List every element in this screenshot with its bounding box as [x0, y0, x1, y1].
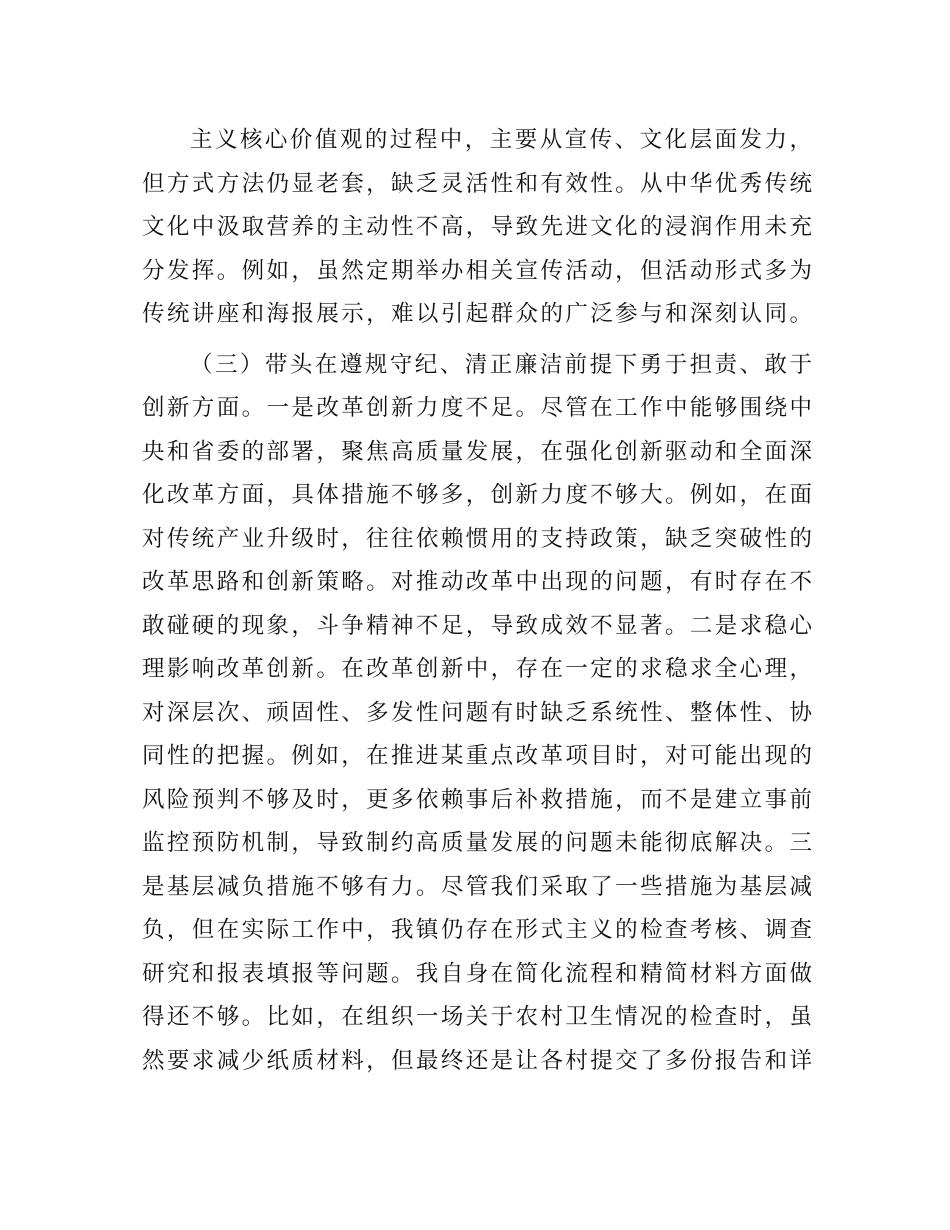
- text-line: 对深层次、顽固性、多发性问题有时缺乏系统性、整体性、协: [142, 699, 812, 726]
- text-line: （三）带头在遵规守纪、清正廉洁前提下勇于担责、敢于: [190, 351, 812, 378]
- text-line: 传统讲座和海报展示，难以引起群众的广泛参与和深刻认同。: [142, 301, 812, 327]
- paragraph-2: [142, 344, 812, 1084]
- text-line: 理影响改革创新。在改革创新中，存在一定的求稳求全心理，: [142, 656, 812, 682]
- paragraph-spacing: [142, 337, 812, 344]
- text-line: 是基层减负措施不够有力。尽管我们采取了一些措施为基层减: [142, 873, 812, 900]
- text-line: 但方式方法仍显老套，缺乏灵活性和有效性。从中华优秀传统: [142, 170, 812, 197]
- text-line: 同性的把握。例如，在推进某重点改革项目时，对可能出现的: [142, 743, 812, 769]
- text-line: 创新方面。一是改革创新力度不足。尽管在工作中能够围绕中: [142, 395, 812, 421]
- paragraph-1: [142, 119, 812, 337]
- text-line: 风险预判不够及时，更多依赖事后补救措施，而不是建立事前: [142, 786, 812, 813]
- text-line: 央和省委的部署，聚焦高质量发展，在强化创新驱动和全面深: [142, 438, 812, 465]
- text-line: 研究和报表填报等问题。我自身在简化流程和精简材料方面做: [142, 960, 812, 987]
- text-line: 分发挥。例如，虽然定期举办相关宣传活动，但活动形式多为: [142, 257, 812, 284]
- text-line: 得还不够。比如，在组织一场关于农村卫生情况的检查时，虽: [142, 1004, 812, 1030]
- text-line: 对传统产业升级时，往往依赖惯用的支持政策，缺乏突破性的: [142, 525, 812, 552]
- text-line: 化改革方面，具体措施不够多，创新力度不够大。例如，在面: [142, 482, 812, 508]
- text-line: 负，但在实际工作中，我镇仍存在形式主义的检查考核、调查: [142, 917, 812, 943]
- text-line: 文化中汲取营养的主动性不高，导致先进文化的浸润作用未充: [142, 214, 812, 240]
- text-line: 敢碰硬的现象，斗争精神不足，导致成效不显著。二是求稳心: [142, 612, 812, 639]
- document-body: [142, 119, 812, 1083]
- text-line: 改革思路和创新策略。对推动改革中出现的问题，有时存在不: [142, 569, 812, 595]
- text-line: 然要求减少纸质材料，但最终还是让各村提交了多份报告和详: [142, 1047, 812, 1074]
- text-line: 主义核心价值观的过程中，主要从宣传、文化层面发力，: [190, 127, 812, 153]
- text-line: 监控预防机制，导致制约高质量发展的问题未能彻底解决。三: [142, 830, 812, 856]
